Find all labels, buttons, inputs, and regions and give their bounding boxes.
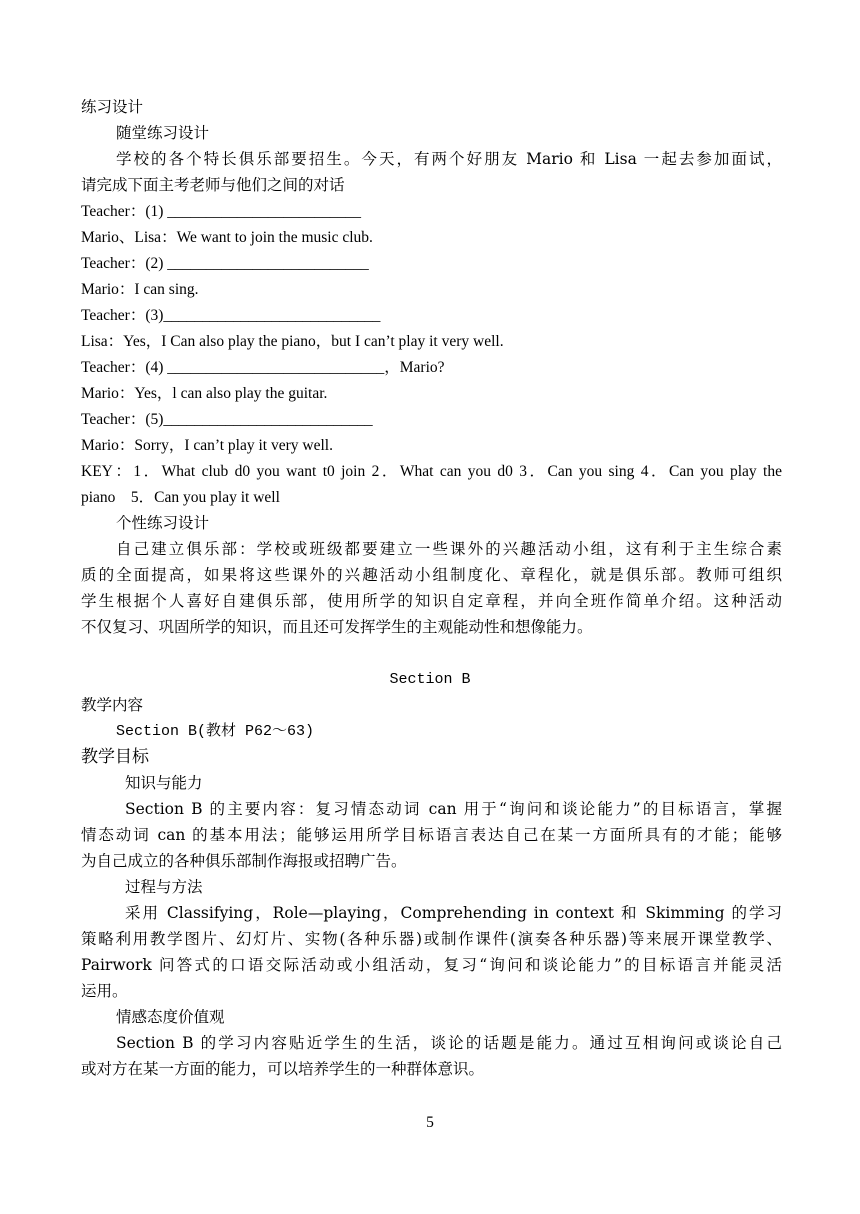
- dialogue-line-mario: Mario：I can sing.: [81, 281, 199, 298]
- section-title: Section B: [389, 671, 471, 688]
- heading-teaching-goals: 教学目标: [81, 747, 149, 767]
- answer-key-line: piano 5．Can you play it well: [81, 489, 280, 506]
- subheading-emotion-values: 情感态度价值观: [116, 1008, 225, 1026]
- subheading-knowledge-ability: 知识与能力: [125, 774, 203, 792]
- answer-key-line: KEY：1．What club d0 you want t0 join 2．What can you d0 3．Can you sing 4．Can you play the: [81, 463, 782, 480]
- dialogue-line-mario: Mario：Sorry，I can’t play it very well.: [81, 437, 333, 454]
- paragraph-line: Pairwork 问答式的口语交际活动或小组活动，复习“询问和谈论能力”的目标语言并能灵活: [81, 956, 782, 974]
- subheading-process-method: 过程与方法: [125, 878, 203, 896]
- dialogue-line-teacher-5: Teacher：(5)___________________________: [81, 411, 373, 428]
- page-number: 5: [426, 1114, 434, 1131]
- subheading-in-class-exercise: 随堂练习设计: [116, 124, 210, 142]
- paragraph-line: 策略利用教学图片、幻灯片、实物(各种乐器)或制作课件(演奏各种乐器)等来展开课堂教学、: [81, 930, 782, 948]
- paragraph-line: Section B 的主要内容：复习情态动词 can 用于“询问和谈论能力”的目标语言，掌握: [125, 800, 782, 818]
- paragraph-line: Section B 的学习内容贴近学生的生活，谈论的话题是能力。通过互相询问或谈论自己: [116, 1034, 782, 1052]
- paragraph-line: 采用 Classifying，Role—playing，Comprehending in context 和 Skimming 的学习: [125, 904, 782, 922]
- dialogue-line-teacher-2: Teacher：(2) __________________________: [81, 255, 369, 272]
- paragraph-line: 或对方在某一方面的能力，可以培养学生的一种群体意识。: [81, 1060, 485, 1078]
- paragraph-line: 自己建立俱乐部：学校或班级都要建立一些课外的兴趣活动小组，这有利于主生综合素: [116, 540, 782, 558]
- heading-exercise-design: 练习设计: [81, 98, 144, 116]
- paragraph-line: 学生根据个人喜好自建俱乐部，使用所学的知识自定章程，并向全班作简单介绍。这种活动: [81, 592, 782, 610]
- paragraph-line: 运用。: [81, 982, 128, 1000]
- subheading-personal-exercise: 个性练习设计: [116, 514, 210, 532]
- paragraph-line: 情态动词 can 的基本用法；能够运用所学目标语言表达自己在某一方面所具有的才能；能够: [81, 826, 782, 844]
- heading-teaching-content: 教学内容: [81, 696, 144, 714]
- paragraph-line: 不仅复习、巩固所学的知识，而且还可发挥学生的主观能动性和想像能力。: [81, 618, 593, 636]
- dialogue-line-teacher-1: Teacher：(1) _________________________: [81, 203, 362, 220]
- paragraph-line: 质的全面提高，如果将这些课外的兴趣活动小组制度化、章程化，就是俱乐部。教师可组织: [81, 566, 782, 584]
- teaching-content-text: Section B(教材 P62～63): [116, 723, 315, 740]
- dialogue-line-mario: Mario：Yes，l can also play the guitar.: [81, 385, 328, 402]
- paragraph-line: 学校的各个特长俱乐部要招生。今天，有两个好朋友 Mario 和 Lisa 一起去参加面试，: [116, 150, 782, 168]
- paragraph-line: 请完成下面主考老师与他们之间的对话: [81, 176, 345, 194]
- dialogue-line-lisa: Lisa：Yes，I Can also play the piano，but I can’t play it very well.: [81, 333, 504, 350]
- paragraph-line: 为自己成立的各种俱乐部制作海报或招聘广告。: [81, 852, 407, 870]
- dialogue-line-teacher-4: Teacher：(4) ____________________________，Mario?: [81, 359, 445, 376]
- dialogue-line-teacher-3: Teacher：(3)____________________________: [81, 307, 381, 324]
- dialogue-line-mario-lisa: Mario、Lisa：We want to join the music club.: [81, 229, 373, 246]
